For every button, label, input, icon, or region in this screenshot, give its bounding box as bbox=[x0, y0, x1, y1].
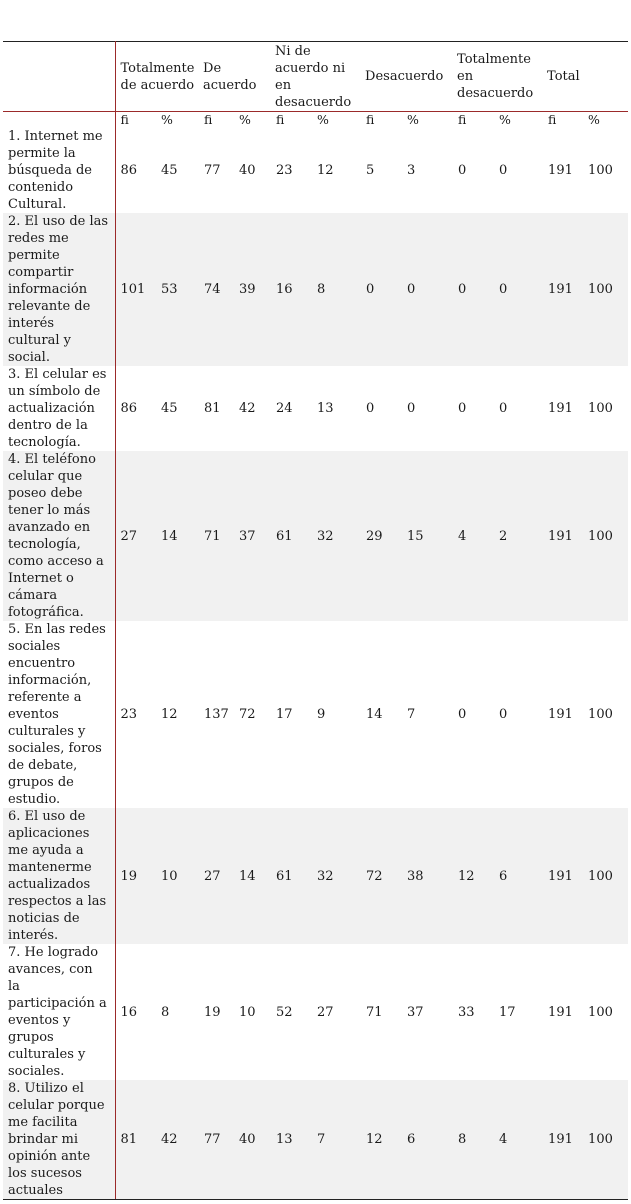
cell-pct: 9 bbox=[317, 707, 326, 722]
cell-pct: 100 bbox=[588, 451, 628, 621]
cell-fi: 191 bbox=[543, 1080, 588, 1200]
cell-pct: 0 bbox=[499, 163, 508, 178]
cell-fi: 191 bbox=[543, 451, 588, 621]
cell-fi: 12 bbox=[361, 1080, 407, 1200]
cell-pct: 100 bbox=[588, 401, 613, 416]
cell-pct: 45 bbox=[161, 163, 178, 178]
cell-pct: 37 bbox=[407, 1004, 424, 1020]
table-row bbox=[3, 366, 628, 451]
cell-fi: 71 bbox=[199, 451, 239, 621]
header-totalmente-en-desacuerdo: Totalmente en desacuerdo bbox=[453, 42, 543, 112]
row-item-text: 8. Utilizo el celular porque me facilita brindar mi opinión ante los sucesos actuales bbox=[3, 1080, 115, 1200]
cell-pct: 12 bbox=[317, 163, 334, 178]
cell-pct: 0 bbox=[499, 707, 508, 722]
subheader-item bbox=[3, 112, 115, 129]
table-row bbox=[3, 451, 628, 621]
cell-fi: 19 bbox=[115, 808, 161, 944]
cell-fi: 191 bbox=[543, 213, 588, 366]
cell-pct: 100 bbox=[588, 808, 628, 944]
cell-fi: 0 bbox=[366, 401, 375, 416]
cell-pct: 53 bbox=[161, 213, 199, 366]
cell-pct: 100 bbox=[588, 1004, 613, 1020]
cell-fi: 16 bbox=[120, 1004, 138, 1020]
cell-pct: 0 bbox=[499, 213, 543, 366]
cell-pct: 2 bbox=[499, 451, 543, 621]
cell-fi: 24 bbox=[276, 401, 293, 416]
cell-pct: 3 bbox=[407, 163, 416, 178]
subheader-row bbox=[3, 112, 628, 129]
cell-fi: 0 bbox=[453, 213, 499, 366]
table-body bbox=[3, 128, 628, 1200]
cell-fi: 17 bbox=[276, 707, 293, 722]
subheader-fi: fi bbox=[458, 112, 467, 127]
subheader-fi: fi bbox=[204, 112, 213, 127]
cell-fi: 191 bbox=[548, 401, 573, 416]
subheader-fi: fi bbox=[548, 112, 557, 127]
cell-pct: 13 bbox=[317, 401, 334, 416]
cell-fi: 137 bbox=[204, 707, 229, 722]
cell-pct: 45 bbox=[161, 401, 178, 416]
row-item-text: 7. He logrado avances, con la participación a eventos y grupos culturales y sociales. bbox=[3, 944, 115, 1080]
cell-fi: 23 bbox=[120, 707, 138, 722]
cell-fi: 101 bbox=[115, 213, 161, 366]
cell-pct: 6 bbox=[407, 1080, 453, 1200]
cell-pct: 6 bbox=[499, 808, 543, 944]
subheader-fi: fi bbox=[276, 112, 285, 127]
cell-fi: 29 bbox=[361, 451, 407, 621]
survey-table bbox=[3, 41, 628, 1200]
cell-pct: 14 bbox=[239, 808, 271, 944]
cell-pct: 32 bbox=[317, 808, 361, 944]
cell-pct: 32 bbox=[317, 451, 361, 621]
table-row bbox=[3, 128, 628, 213]
cell-pct: 7 bbox=[407, 707, 416, 722]
subheader-pct: % bbox=[407, 112, 419, 127]
table-row bbox=[3, 621, 628, 808]
cell-pct: 100 bbox=[588, 163, 613, 178]
cell-pct: 39 bbox=[239, 213, 271, 366]
cell-pct: 37 bbox=[239, 451, 271, 621]
cell-fi: 0 bbox=[458, 707, 467, 722]
cell-pct: 8 bbox=[161, 1004, 170, 1020]
cell-fi: 0 bbox=[361, 213, 407, 366]
header-totalmente-de-acuerdo: Totalmente de acuerdo bbox=[115, 42, 199, 112]
header-de-acuerdo: De acuerdo bbox=[199, 42, 271, 112]
cell-fi: 86 bbox=[120, 163, 138, 178]
cell-fi: 33 bbox=[458, 1004, 475, 1020]
cell-fi: 12 bbox=[453, 808, 499, 944]
cell-fi: 27 bbox=[115, 451, 161, 621]
cell-fi: 0 bbox=[458, 163, 467, 178]
subheader-fi: fi bbox=[120, 112, 129, 127]
cell-fi: 52 bbox=[276, 1004, 293, 1020]
cell-fi: 61 bbox=[271, 808, 317, 944]
subheader-pct: % bbox=[499, 112, 511, 127]
cell-fi: 14 bbox=[366, 707, 383, 722]
cell-fi: 4 bbox=[453, 451, 499, 621]
cell-fi: 8 bbox=[453, 1080, 499, 1200]
row-item-text: 4. El teléfono celular que poseo debe tener lo más avanzado en tecnología, como acceso a Internet o cámara fotográfica. bbox=[3, 451, 115, 621]
row-item-text: 6. El uso de aplicaciones me ayuda a mantenerme actualizados respectos a las noticias de interés. bbox=[3, 808, 115, 944]
cell-fi: 81 bbox=[115, 1080, 161, 1200]
cell-pct: 0 bbox=[407, 213, 453, 366]
cell-pct: 100 bbox=[588, 1080, 628, 1200]
cell-pct: 40 bbox=[239, 163, 256, 178]
cell-fi: 77 bbox=[199, 1080, 239, 1200]
cell-fi: 72 bbox=[361, 808, 407, 944]
cell-fi: 27 bbox=[199, 808, 239, 944]
cell-fi: 191 bbox=[548, 707, 573, 722]
cell-pct: 10 bbox=[239, 1004, 256, 1020]
subheader-fi: fi bbox=[366, 112, 375, 127]
cell-pct: 38 bbox=[407, 808, 453, 944]
cell-fi: 61 bbox=[271, 451, 317, 621]
cell-pct: 0 bbox=[499, 401, 508, 416]
cell-fi: 191 bbox=[548, 163, 573, 178]
row-item-text: 2. El uso de las redes me permite compartir información relevante de interés cultural y social. bbox=[3, 213, 115, 366]
cell-pct: 4 bbox=[499, 1080, 543, 1200]
header-desacuerdo: Desacuerdo bbox=[361, 42, 453, 112]
cell-fi: 5 bbox=[366, 163, 375, 178]
cell-pct: 15 bbox=[407, 451, 453, 621]
header-total: Total bbox=[543, 42, 628, 112]
table-row bbox=[3, 808, 628, 944]
header-ni-de-acuerdo: Ni de acuerdo ni en desacuerdo bbox=[271, 42, 361, 112]
cell-pct: 12 bbox=[161, 707, 178, 722]
cell-pct: 42 bbox=[239, 401, 256, 416]
cell-fi: 0 bbox=[458, 401, 467, 416]
cell-pct: 8 bbox=[317, 213, 361, 366]
row-item-text: 3. El celular es un símbolo de actualización dentro de la tecnología. bbox=[3, 366, 115, 451]
cell-pct: 17 bbox=[499, 1004, 516, 1020]
cell-pct: 72 bbox=[239, 707, 256, 722]
cell-fi: 16 bbox=[271, 213, 317, 366]
cell-pct: 14 bbox=[161, 451, 199, 621]
cell-fi: 74 bbox=[199, 213, 239, 366]
cell-fi: 13 bbox=[271, 1080, 317, 1200]
subheader-pct: % bbox=[317, 112, 329, 127]
cell-fi: 191 bbox=[548, 1004, 573, 1020]
subheader-pct: % bbox=[161, 112, 173, 127]
cell-pct: 27 bbox=[317, 1004, 334, 1020]
cell-fi: 77 bbox=[204, 163, 221, 178]
subheader-pct: % bbox=[588, 112, 600, 127]
cell-fi: 71 bbox=[366, 1004, 383, 1020]
cell-pct: 100 bbox=[588, 707, 613, 722]
cell-pct: 100 bbox=[588, 213, 628, 366]
table-row bbox=[3, 1080, 628, 1200]
table-row bbox=[3, 213, 628, 366]
cell-pct: 10 bbox=[161, 808, 199, 944]
cell-pct: 42 bbox=[161, 1080, 199, 1200]
table-row bbox=[3, 944, 628, 1080]
header-item bbox=[3, 42, 115, 112]
cell-fi: 191 bbox=[543, 808, 588, 944]
row-item-text: 5. En las redes sociales encuentro información, referente a eventos culturales y sociales, foros de debate, grupos de estudio. bbox=[3, 621, 115, 808]
header-row bbox=[3, 42, 628, 112]
cell-fi: 19 bbox=[204, 1004, 221, 1020]
cell-fi: 23 bbox=[276, 163, 293, 178]
cell-fi: 86 bbox=[120, 401, 138, 416]
cell-pct: 40 bbox=[239, 1080, 271, 1200]
cell-pct: 0 bbox=[407, 401, 416, 416]
subheader-pct: % bbox=[239, 112, 251, 127]
cell-fi: 81 bbox=[204, 401, 221, 416]
row-item-text: 1. Internet me permite la búsqueda de contenido Cultural. bbox=[3, 128, 115, 213]
cell-pct: 7 bbox=[317, 1080, 361, 1200]
